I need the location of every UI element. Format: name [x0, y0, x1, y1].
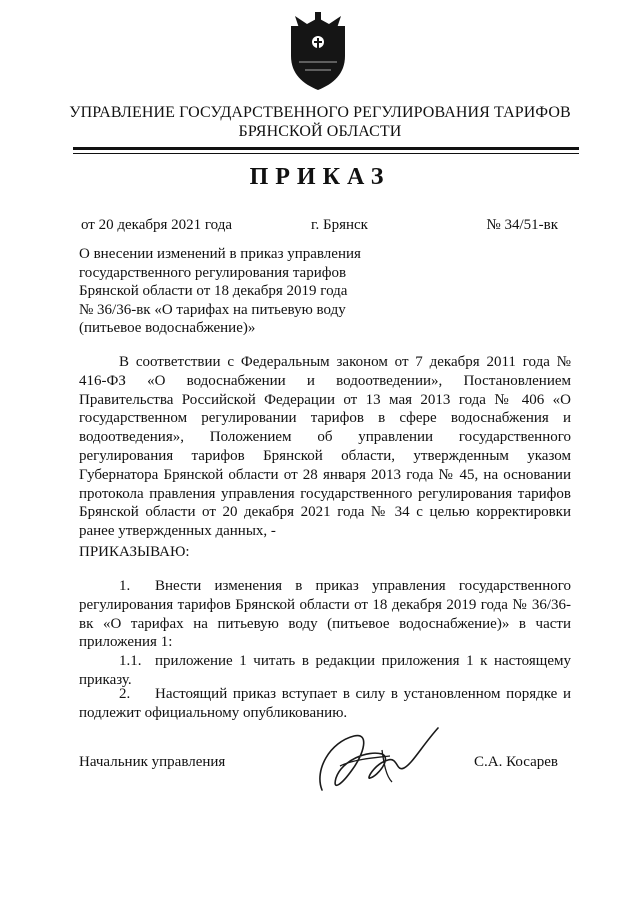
order-subject: [79, 245, 399, 338]
order-date: от 20 декабря 2021 года: [81, 217, 233, 233]
item-text: Внести изменения в приказ управления государственного регулирования тарифов Брянской области от 18 декабря 2019 года № 36/36-вк «О тарифах на питьевую воду (питьевое водоснабжение)» в части приложения 1:: [79, 578, 571, 651]
subject-line: государственного регулирования тарифов: [79, 264, 347, 281]
order-item-2: [79, 685, 571, 723]
item-number: 1.1.: [119, 653, 142, 669]
subject-line: (питьевое водоснабжение)»: [79, 320, 256, 336]
signatory-position: Начальник управления: [79, 754, 226, 770]
org-line-2: БРЯНСКОЙ ОБЛАСТИ: [238, 123, 402, 140]
order-item-1: [79, 577, 571, 652]
order-number: № 34/51-вк: [486, 217, 558, 233]
document-title: ПРИКАЗ: [249, 164, 391, 190]
item-number: 2.: [119, 686, 131, 702]
item-number: 1.: [119, 578, 131, 594]
subject-line: Брянской области от 18 декабря 2019 года: [79, 283, 348, 299]
item-text: Настоящий приказ вступает в силу в установленном порядке и подлежит официальному опубликованию.: [79, 686, 571, 721]
header-rule-thin: [73, 153, 579, 154]
coat-of-arms-icon: [285, 12, 351, 92]
order-city: г. Брянск: [311, 217, 368, 233]
subject-line: № 36/36-вк «О тарифах на питьевую воду: [79, 301, 346, 318]
org-line-1: УПРАВЛЕНИЕ ГОСУДАРСТВЕННОГО РЕГУЛИРОВАНИЯ ТАРИФОВ: [69, 104, 571, 121]
signatory-name: С.А. Косарев: [474, 754, 558, 770]
organization-name: [60, 103, 580, 141]
subject-line: О внесении изменений в приказ управления: [79, 246, 361, 262]
preamble-paragraph: В соответствии с Федеральным законом от 7 декабря 2011 года № 416-ФЗ «О водоснабжении и водоотведении», Постановлением Правительства Российской Федерации от 13 мая 2013 года № 406 «О государственном регулировании тарифов в сфере водоснабжения и водоотведения», Положением об управлении государственного регулирования тарифов Брянской области, утвержденным указом Губернатора Брянской области от 28 января 2013 года № 45, на основании протокола правления управления государственного регулирования тарифов Брянской области от 20 декабря 2021 года № 34 с целью корректировки ранее утвержденных данных, -: [79, 354, 571, 540]
handwritten-signature-icon: [312, 720, 442, 802]
item-text: приложение 1 читать в редакции приложения 1 к настоящему приказу.: [79, 653, 571, 688]
order-word: ПРИКАЗЫВАЮ:: [79, 544, 190, 560]
order-item-1-1: [79, 652, 571, 690]
header-rule-thick: [73, 147, 579, 150]
